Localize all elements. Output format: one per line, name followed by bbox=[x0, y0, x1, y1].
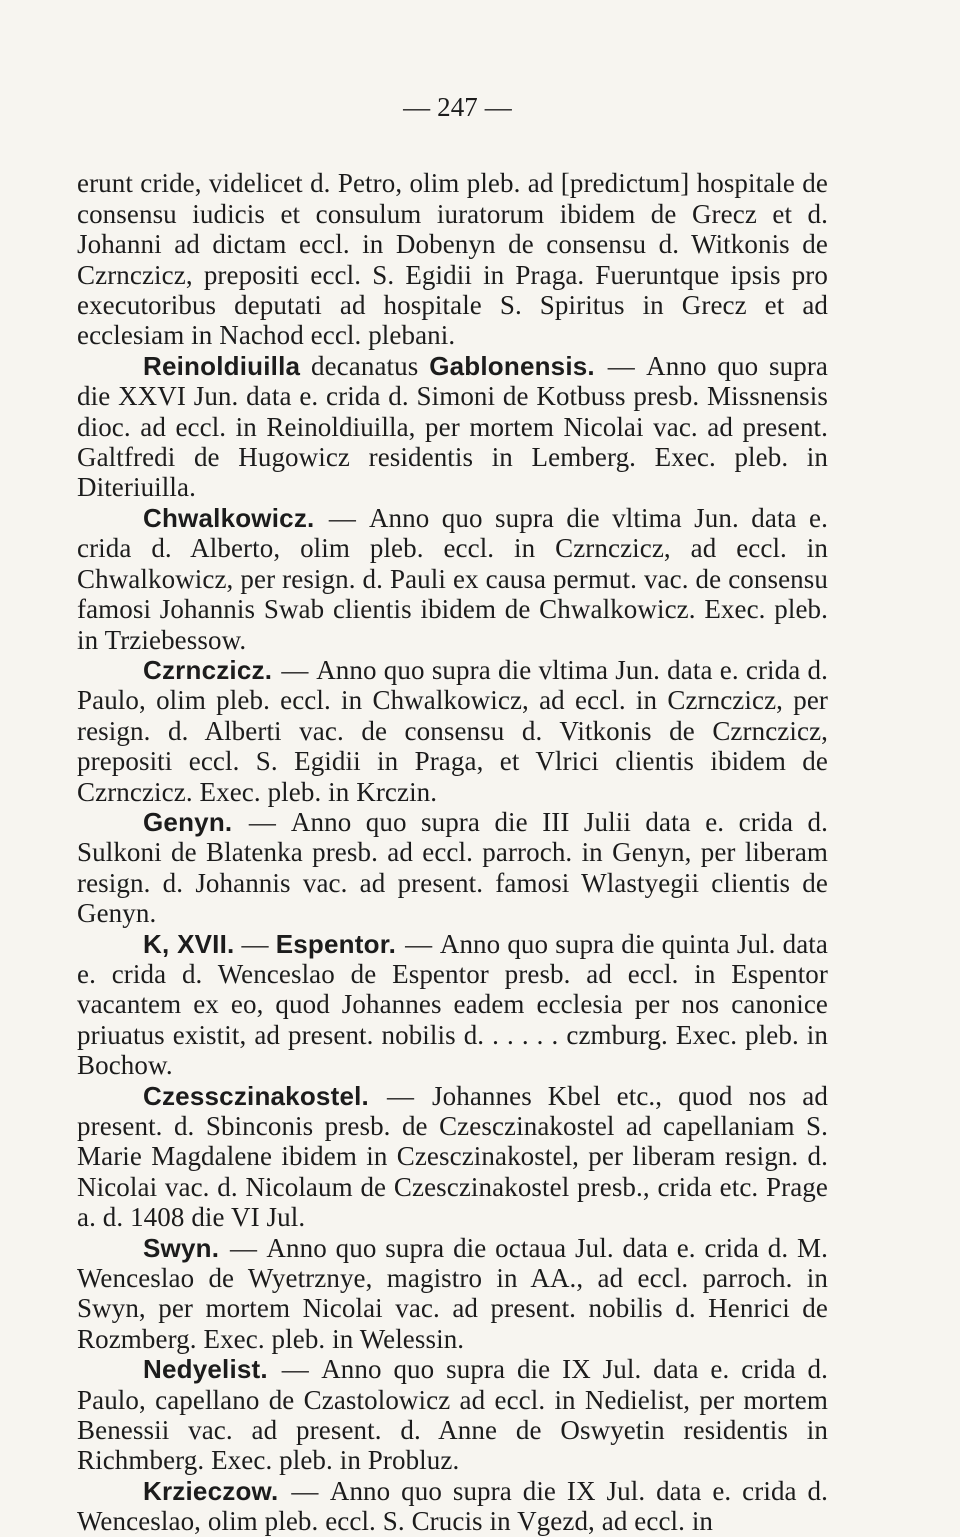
entry-dash: — bbox=[291, 1475, 319, 1506]
entry-heading: Genyn. bbox=[143, 806, 233, 837]
entry-dash: — bbox=[281, 1354, 309, 1385]
entry-nedyelist bbox=[77, 1354, 828, 1476]
entry-heading-2: Gablonensis. bbox=[429, 350, 595, 381]
page-number: — 247 — bbox=[403, 92, 512, 122]
entry-dash: — bbox=[229, 1232, 258, 1263]
continuation-paragraph: erunt cride, videlicet d. Petro, olim pleb. ad [predictum] hospitale de consensu iudicis et consulum iuratorum ibidem de Grecz et d. Johanni ad dictam eccl. in Dobenyn de consensu d. Witkonis de Czrnczicz, prepositi eccl. S. Egidii in Praga. Fueruntque ipsis pro executoribus deputati ad hospitale S. Spiritus in Grecz et ad ecclesiam in Nachod eccl. plebani. bbox=[77, 168, 828, 351]
entry-espentor bbox=[77, 929, 828, 1081]
entry-swyn bbox=[77, 1233, 828, 1355]
entry-heading: Reinoldiuilla bbox=[143, 350, 301, 381]
entry-genyn bbox=[77, 807, 828, 929]
entry-heading: Chwalkowicz. bbox=[143, 502, 315, 533]
entry-heading-2: Espentor. bbox=[275, 928, 397, 959]
entry-czrnczicz bbox=[77, 655, 828, 807]
entry-dash: — bbox=[328, 502, 356, 533]
entry-text: Anno quo supra die XXVI Jun. data e. crida d. Simoni de Kotbuss presb. Missnensis dioc. ad eccl. in Reinoldiuilla, per mortem Nicolai vac. ad present. Galtfredi de Hugowicz residentis in Lemberg. Exec. pleb. in Diteriuilla. bbox=[77, 350, 828, 503]
entry-text: Anno quo supra die IX Jul. data e. crida d. Paulo, capellano de Czastolowicz ad eccl. in Nedielist, per mortem Benessii vac. ad present. d. Anne de Oswyetin residentis in Richmberg. Exec. pleb. in Probluz. bbox=[77, 1354, 828, 1476]
entry-heading-extra: decanatus bbox=[300, 350, 430, 381]
entry-text: Anno quo supra die III Julii data e. crida d. Sulkoni de Blatenka presb. ad eccl. parroch. in Genyn, per liberam resign. d. Johannis vac. ad present. famosi Wlastyegii clientis de Genyn. bbox=[77, 806, 828, 929]
entry-dash: — bbox=[386, 1080, 415, 1111]
entry-text: Anno quo supra die vltima Jun. data e. crida d. Alberto, olim pleb. eccl. in Czrnczicz, ad eccl. in Chwalkowicz, per resign. d. Pauli ex causa permut. vac. de consensu famosi Johannis Swab clientis ibidem de Chwalkowicz. Exec. pleb. in Trziebessow. bbox=[77, 502, 828, 655]
entry-heading: Czessczinakostel. bbox=[143, 1080, 369, 1111]
entry-heading: Krzieczow. bbox=[143, 1475, 279, 1506]
entry-text: Anno quo supra die quinta Jul. data e. crida d. Wenceslao de Espentor presb. ad eccl. in Espentor vacantem ex eo, quod Johannes eadem ecclesia per nos canonice priuatus existit, ad present. nobilis d. . . . . . czmburg. Exec. pleb. in Bochow. bbox=[77, 928, 828, 1081]
entry-text: Anno quo supra die vltima Jun. data e. crida d. Paulo, olim pleb. eccl. in Chwalkowicz, ad eccl. in Czrnczicz, per resign. d. Alberti vac. de consensu d. Vitkonis de Czrnczicz, prepositi eccl. S. Egidii in Praga, et Vlrici clientis ibidem de Czrnczicz. Exec. pleb. in Krczin. bbox=[77, 654, 828, 807]
entry-heading: Swyn. bbox=[143, 1232, 220, 1263]
entry-czessczinakostel bbox=[77, 1081, 828, 1233]
entry-heading: K, XVII. bbox=[143, 928, 235, 959]
entry-text: Anno quo supra die octaua Jul. data e. crida d. M. Wenceslao de Wyetrznye, magistro in AA., ad eccl. parroch. in Swyn, per mortem Nicolai vac. ad present. nobilis d. Henrici de Rozmberg. Exec. pleb. in Welessin. bbox=[77, 1232, 828, 1354]
entry-dash: — bbox=[405, 928, 433, 959]
entry-heading: Czrnczicz. bbox=[143, 654, 273, 685]
entry-chwalkowicz bbox=[77, 503, 828, 655]
entry-dash: — bbox=[281, 654, 309, 685]
entry-heading-sep: — bbox=[234, 928, 276, 959]
entry-dash: — bbox=[607, 350, 635, 381]
entry-heading: Nedyelist. bbox=[143, 1354, 268, 1385]
entry-text: Johannes Kbel etc., quod nos ad present. d. Sbinconis presb. de Czesczinakostel ad capellaniam S. Marie Magdalene ibidem in Czesczinakostel, per liberam resign. d. Nicolai vac. d. Nicolaum de Czesczinakostel presb., crida etc. Prage a. d. 1408 die VI Jul. bbox=[77, 1080, 828, 1233]
entry-dash: — bbox=[248, 806, 276, 837]
entry-text: Anno quo supra die IX Jul. data e. crida d. Wenceslao, olim pleb. eccl. S. Crucis in Vgezd, ad eccl. in bbox=[77, 1475, 828, 1537]
entry-reinoldiuilla bbox=[77, 351, 828, 503]
entry-krzieczow bbox=[77, 1476, 828, 1537]
